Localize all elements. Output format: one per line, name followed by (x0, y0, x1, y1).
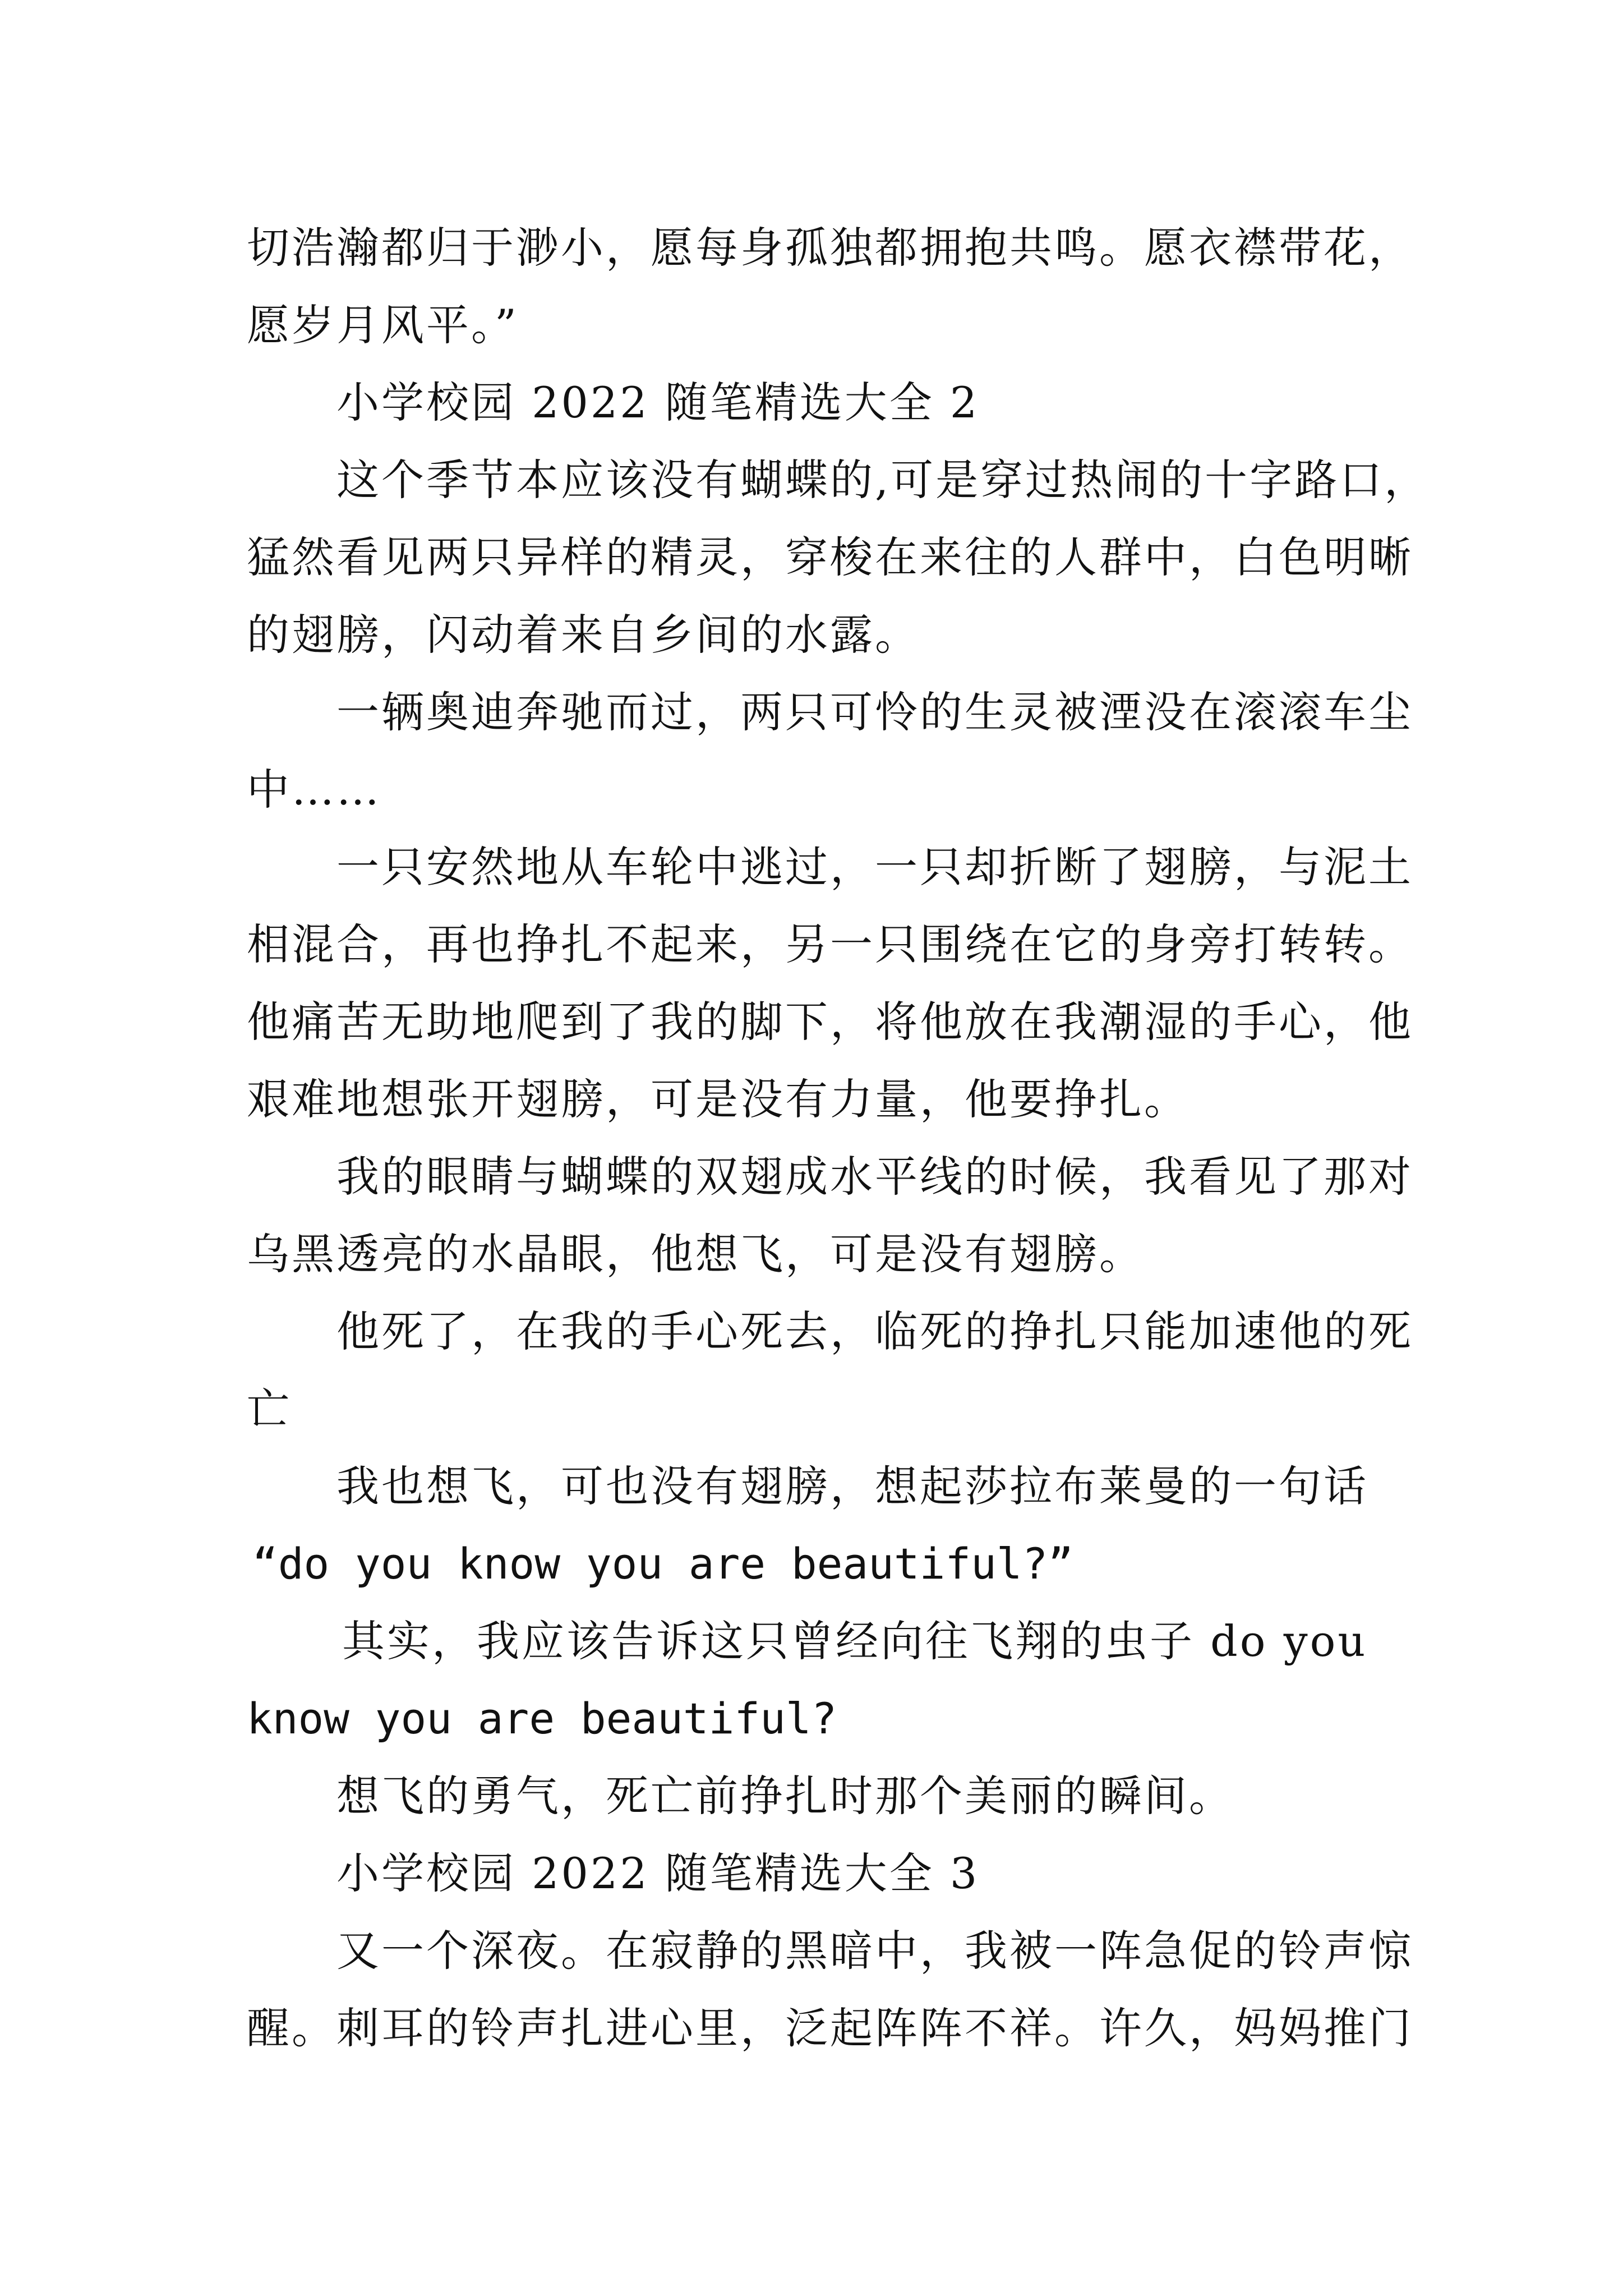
text-line: know you are beautiful? (247, 1694, 837, 1743)
text-line: 其实，我应该告诉这只曾经向往飞翔的虫子 do you (342, 1616, 1368, 1666)
text-line: 这个季节本应该没有蝴蝶的,可是穿过热闹的十字路口， (336, 455, 1430, 505)
text-line: 一辆奥迪奔驰而过，两只可怜的生灵被湮没在滚滚车尘 (336, 687, 1413, 737)
section-heading: 小学校园 2022 随笔精选大全 2 (336, 378, 980, 427)
text-line: 亡 (247, 1384, 292, 1434)
text-line: 愿岁月风平。” (247, 300, 519, 350)
text-line: 想飞的勇气，死亡前挣扎时那个美丽的瞬间。 (336, 1771, 1234, 1821)
quote-line: “do you know you are beautiful?” (252, 1539, 1074, 1589)
text-line: 他痛苦无助地爬到了我的脚下，将他放在我潮湿的手心，他 (247, 997, 1413, 1047)
text-line: 醒。刺耳的铃声扎进心里，泛起阵阵不祥。许久，妈妈推门 (247, 2003, 1413, 2053)
text-line: 我也想飞，可也没有翅膀，想起莎拉布莱曼的一句话 (336, 1461, 1368, 1511)
text-line: 的翅膀，闪动着来自乡间的水露。 (247, 610, 920, 660)
text-line: 又一个深夜。在寂静的黑暗中，我被一阵急促的铃声惊 (336, 1926, 1413, 1976)
text-line: 他死了，在我的手心死去，临死的挣扎只能加速他的死 (336, 1306, 1413, 1356)
text-line: 艰难地想张开翅膀，可是没有力量，他要挣扎。 (247, 1074, 1189, 1124)
text-line: 相混合，再也挣扎不起来，另一只围绕在它的身旁打转转。 (247, 919, 1413, 969)
text-line: 猛然看见两只异样的精灵，穿梭在来往的人群中，白色明晰 (247, 532, 1413, 582)
text-line: 我的眼睛与蝴蝶的双翅成水平线的时候，我看见了那对 (336, 1152, 1413, 1202)
text-line: 乌黑透亮的水晶眼，他想飞，可是没有翅膀。 (247, 1229, 1144, 1279)
section-heading: 小学校园 2022 随笔精选大全 3 (336, 1848, 980, 1898)
text-line: 一只安然地从车轮中逃过，一只却折断了翅膀，与泥土 (336, 842, 1413, 892)
text-line: 切浩瀚都归于渺小，愿每身孤独都拥抱共鸣。愿衣襟带花， (247, 223, 1413, 273)
text-line: 中…… (247, 765, 381, 815)
